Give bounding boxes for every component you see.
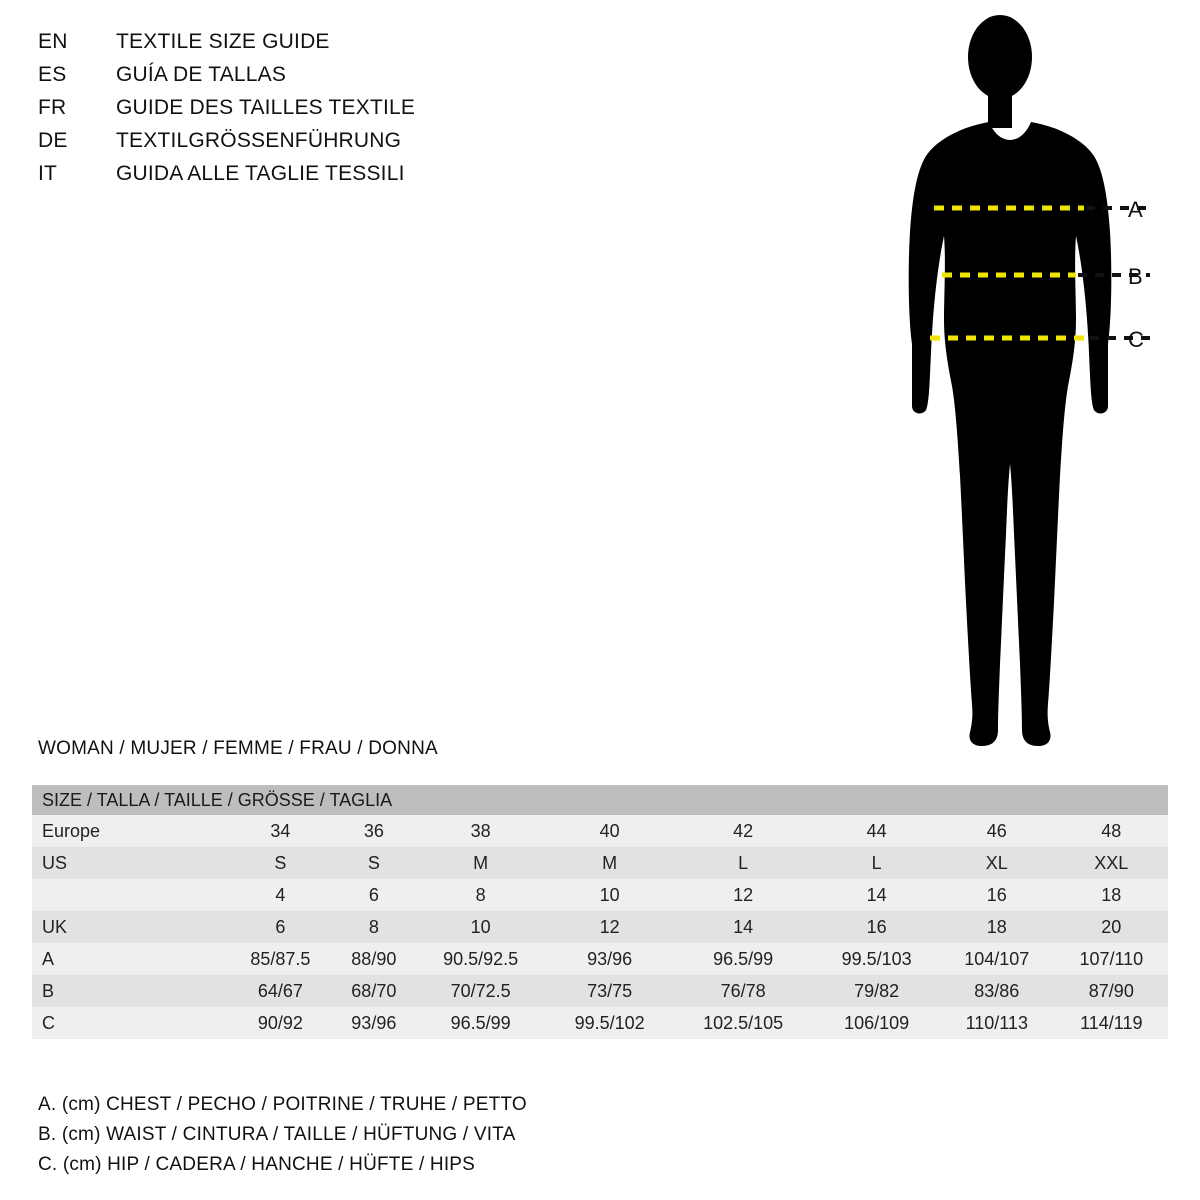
table-cell: 12 <box>733 884 754 905</box>
table-row-label: Europe <box>42 820 101 841</box>
marker-label-a: A <box>1128 197 1143 222</box>
table-cell: XXL <box>1094 852 1129 873</box>
silhouette-shape <box>909 15 1112 746</box>
table-row <box>32 815 1168 847</box>
table-cell: 14 <box>733 916 754 937</box>
table-cell: 8 <box>475 884 486 905</box>
title-row-fr <box>38 96 598 129</box>
table-cell: 79/82 <box>854 980 900 1001</box>
table-cell: 107/110 <box>1079 948 1144 969</box>
table-cell: 68/70 <box>351 980 397 1001</box>
table-row <box>32 975 1168 1007</box>
marker-label-c: C <box>1128 327 1144 352</box>
table-cell: 102.5/105 <box>703 1012 784 1033</box>
table-cell: 6 <box>275 916 286 937</box>
table-cell: 12 <box>599 916 620 937</box>
table-cell: 96.5/99 <box>450 1012 511 1033</box>
table-row-label: A <box>42 948 55 969</box>
table-row <box>32 943 1168 975</box>
title-text: TEXTILGRÖSSENFÜHRUNG <box>116 129 402 152</box>
table-row-label: B <box>42 980 55 1001</box>
table-cell: 87/90 <box>1088 980 1134 1001</box>
table-row <box>32 1007 1168 1039</box>
table-cell: 90/92 <box>257 1012 303 1033</box>
table-cell: 38 <box>470 820 491 841</box>
title-row-de <box>38 129 598 162</box>
table-cell: 14 <box>866 884 887 905</box>
table-row-label: C <box>42 1012 55 1033</box>
table-cell: 16 <box>986 884 1007 905</box>
table-cell: S <box>367 852 380 873</box>
table-cell: 4 <box>275 884 286 905</box>
table-cell: 36 <box>363 820 384 841</box>
section-caption: WOMAN / MUJER / FEMME / FRAU / DONNA <box>38 738 438 759</box>
table-cell: 93/96 <box>351 1012 397 1033</box>
table-cell: 64/67 <box>257 980 303 1001</box>
table-cell: S <box>274 852 287 873</box>
table-cell: 83/86 <box>974 980 1020 1001</box>
table-cell: 6 <box>368 884 379 905</box>
table-row-label <box>32 879 227 911</box>
size-table-header-cell: SIZE / TALLA / TAILLE / GRÖSSE / TAGLIA <box>32 785 1168 815</box>
table-cell: L <box>871 852 882 873</box>
legend-line: A. (cm) CHEST / PECHO / POITRINE / TRUHE / PETTO <box>38 1094 527 1115</box>
title-row-it <box>38 162 598 195</box>
title-text: GUIDE DES TAILLES TEXTILE <box>116 96 416 119</box>
table-cell: 42 <box>733 820 754 841</box>
legend-block <box>38 1090 738 1180</box>
table-cell: M <box>473 852 489 873</box>
title-language-code: DE <box>38 129 68 152</box>
legend-line: C. (cm) HIP / CADERA / HANCHE / HÜFTE / HIPS <box>38 1154 476 1175</box>
table-cell: 99.5/102 <box>574 1012 645 1033</box>
table-cell: 104/107 <box>964 948 1030 969</box>
title-text: TEXTILE SIZE GUIDE <box>116 30 330 53</box>
table-cell: M <box>602 852 618 873</box>
title-language-code: IT <box>38 162 58 185</box>
title-block <box>38 30 598 195</box>
table-row-label: US <box>42 852 68 873</box>
table-row <box>32 847 1168 879</box>
table-cell: 10 <box>599 884 620 905</box>
table-cell: 88/90 <box>351 948 397 969</box>
title-row-es <box>38 63 598 96</box>
title-language-code: EN <box>38 30 68 53</box>
title-language-code: ES <box>38 63 67 86</box>
table-cell: 10 <box>470 916 491 937</box>
size-table <box>32 785 1168 1039</box>
table-cell: 18 <box>986 916 1007 937</box>
table-row <box>32 911 1168 943</box>
table-cell: 85/87.5 <box>250 948 311 969</box>
table-cell: 96.5/99 <box>713 948 774 969</box>
legend-line: B. (cm) WAIST / CINTURA / TAILLE / HÜFTUNG / VITA <box>38 1124 516 1145</box>
table-cell: 93/96 <box>587 948 633 969</box>
table-cell: 99.5/103 <box>841 948 912 969</box>
table-cell: 76/78 <box>720 980 766 1001</box>
marker-label-b: B <box>1128 264 1143 289</box>
size-table-body <box>32 815 1168 1039</box>
table-cell: 73/75 <box>587 980 633 1001</box>
table-row <box>32 879 1168 911</box>
table-row-label: UK <box>42 916 68 937</box>
title-row-en <box>38 30 598 63</box>
table-cell: 40 <box>599 820 620 841</box>
table-cell: 110/113 <box>965 1012 1028 1033</box>
table-cell: 20 <box>1101 916 1122 937</box>
size-table-header-row <box>32 785 1168 815</box>
table-cell: 46 <box>986 820 1007 841</box>
size-table-head <box>32 785 1168 815</box>
title-text: GUÍA DE TALLAS <box>116 63 287 86</box>
table-cell: 90.5/92.5 <box>443 948 519 969</box>
title-language-code: FR <box>38 96 67 119</box>
table-cell: XL <box>985 852 1008 873</box>
table-cell: 16 <box>866 916 887 937</box>
table-cell: 18 <box>1101 884 1122 905</box>
title-text: GUIDA ALLE TAGLIE TESSILI <box>116 162 405 185</box>
table-cell: 8 <box>368 916 379 937</box>
table-cell: L <box>738 852 749 873</box>
table-cell: 44 <box>866 820 887 841</box>
table-cell: 48 <box>1101 820 1122 841</box>
woman-silhouette-figure <box>860 14 1190 754</box>
table-cell: 114/119 <box>1080 1012 1143 1033</box>
table-cell: 70/72.5 <box>450 980 511 1001</box>
table-cell: 34 <box>270 820 291 841</box>
silhouette-svg <box>860 14 1190 754</box>
table-cell: 106/109 <box>844 1012 910 1033</box>
